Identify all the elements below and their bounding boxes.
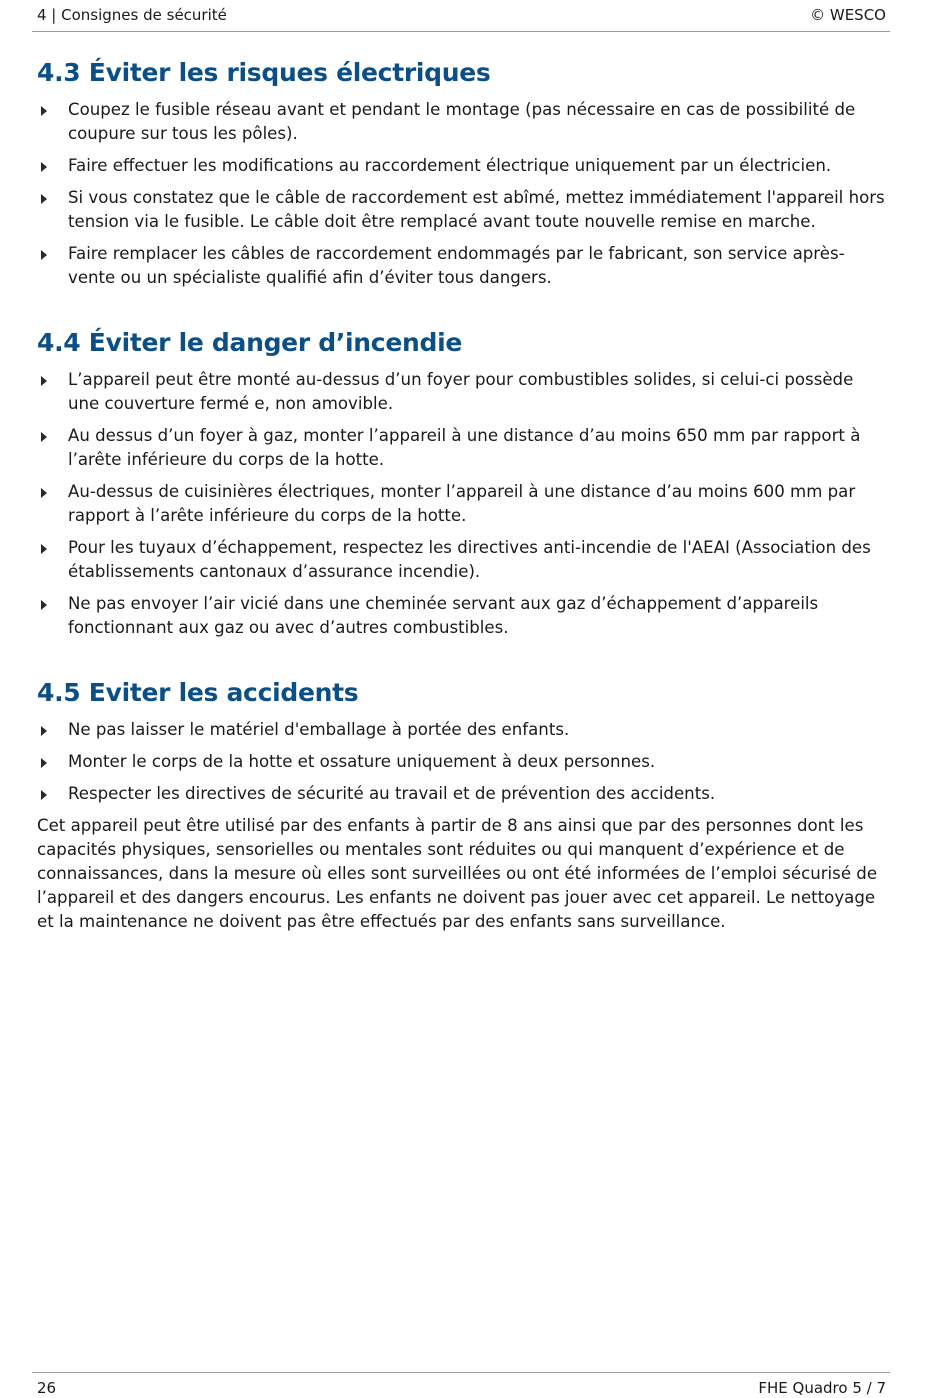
- page-number: 26: [37, 1379, 57, 1397]
- header-chapter: 4 | Consignes de sécurité: [37, 6, 227, 24]
- bullet-list: [37, 368, 887, 640]
- triangle-bullet-icon: [41, 488, 47, 498]
- triangle-bullet-icon: [41, 758, 47, 768]
- list-item: [37, 782, 887, 806]
- list-item: [37, 592, 887, 640]
- bullet-list: [37, 718, 887, 806]
- bullet-list: [37, 98, 887, 290]
- list-item-text: Ne pas laisser le matériel d'emballage à portée des enfants.: [68, 720, 570, 739]
- section-electrical-risks: [37, 56, 887, 290]
- page-footer: [32, 1372, 890, 1398]
- header-copyright: © WESCO: [810, 6, 886, 24]
- list-item-text: Faire effectuer les modifications au raccordement électrique uniquement par un électricien.: [68, 156, 832, 175]
- list-item-text: Ne pas envoyer l’air vicié dans une cheminée servant aux gaz d’échappement d’appareils fonctionnant aux gaz ou avec d’autres combustibles.: [68, 594, 819, 637]
- list-item: [37, 368, 887, 416]
- section-accidents: [37, 676, 887, 934]
- list-item-text: Faire remplacer les câbles de raccordement endommagés par le fabricant, son service après-vente ou un spécialiste qualifié afin d’éviter tous dangers.: [68, 244, 845, 287]
- list-item: [37, 242, 887, 290]
- body-paragraph: Cet appareil peut être utilisé par des enfants à partir de 8 ans ainsi que par des personnes dont les capacités physiques, sensorielles ou mentales sont réduites ou qui manquent d’expérience et de connaissances, dans la mesure où elles sont surveillées ou ont été informées de l’emploi sécurisé de l’appareil et des dangers encourus. Les enfants ne doivent pas jouer avec cet appareil. Le nettoyage et la maintenance ne doivent pas être effectués par des enfants sans surveillance.: [37, 816, 878, 931]
- section-fire-danger: [37, 326, 887, 640]
- triangle-bullet-icon: [41, 600, 47, 610]
- list-item: [37, 718, 887, 742]
- list-item-text: Respecter les directives de sécurité au travail et de prévention des accidents.: [68, 784, 716, 803]
- triangle-bullet-icon: [41, 194, 47, 204]
- triangle-bullet-icon: [41, 376, 47, 386]
- page-header: [32, 0, 890, 32]
- list-item: [37, 98, 887, 146]
- triangle-bullet-icon: [41, 726, 47, 736]
- list-item-text: Coupez le fusible réseau avant et pendant le montage (pas nécessaire en cas de possibilité de coupure sur tous les pôles).: [68, 100, 856, 143]
- product-name: FHE Quadro 5 / 7: [758, 1379, 886, 1397]
- list-item: [37, 154, 887, 178]
- section-title: 4.5 Eviter les accidents: [37, 678, 359, 707]
- triangle-bullet-icon: [41, 250, 47, 260]
- list-item-text: L’appareil peut être monté au-dessus d’un foyer pour combustibles solides, si celui-ci possède une couverture fermé e, non amovible.: [68, 370, 854, 413]
- triangle-bullet-icon: [41, 106, 47, 116]
- list-item: [37, 186, 887, 234]
- list-item-text: Monter le corps de la hotte et ossature uniquement à deux personnes.: [68, 752, 656, 771]
- section-title: 4.3 Éviter les risques électriques: [37, 58, 491, 87]
- list-item: [37, 536, 887, 584]
- list-item-text: Pour les tuyaux d’échappement, respectez les directives anti-incendie de l'AEAI (Association des établissements cantonaux d’assurance incendie).: [68, 538, 871, 581]
- triangle-bullet-icon: [41, 790, 47, 800]
- section-title: 4.4 Éviter le danger d’incendie: [37, 328, 463, 357]
- page-content: [37, 56, 887, 934]
- list-item: [37, 424, 887, 472]
- triangle-bullet-icon: [41, 432, 47, 442]
- list-item-text: Si vous constatez que le câble de raccordement est abîmé, mettez immédiatement l'appareil hors tension via le fusible. Le câble doit être remplacé avant toute nouvelle remise en marche.: [68, 188, 885, 231]
- list-item: [37, 480, 887, 528]
- list-item-text: Au dessus d’un foyer à gaz, monter l’appareil à une distance d’au moins 650 mm par rapport à l’arête inférieure du corps de la hotte.: [68, 426, 861, 469]
- list-item-text: Au-dessus de cuisinières électriques, monter l’appareil à une distance d’au moins 600 mm par rapport à l’arête inférieure du corps de la hotte.: [68, 482, 856, 525]
- triangle-bullet-icon: [41, 162, 47, 172]
- list-item: [37, 750, 887, 774]
- triangle-bullet-icon: [41, 544, 47, 554]
